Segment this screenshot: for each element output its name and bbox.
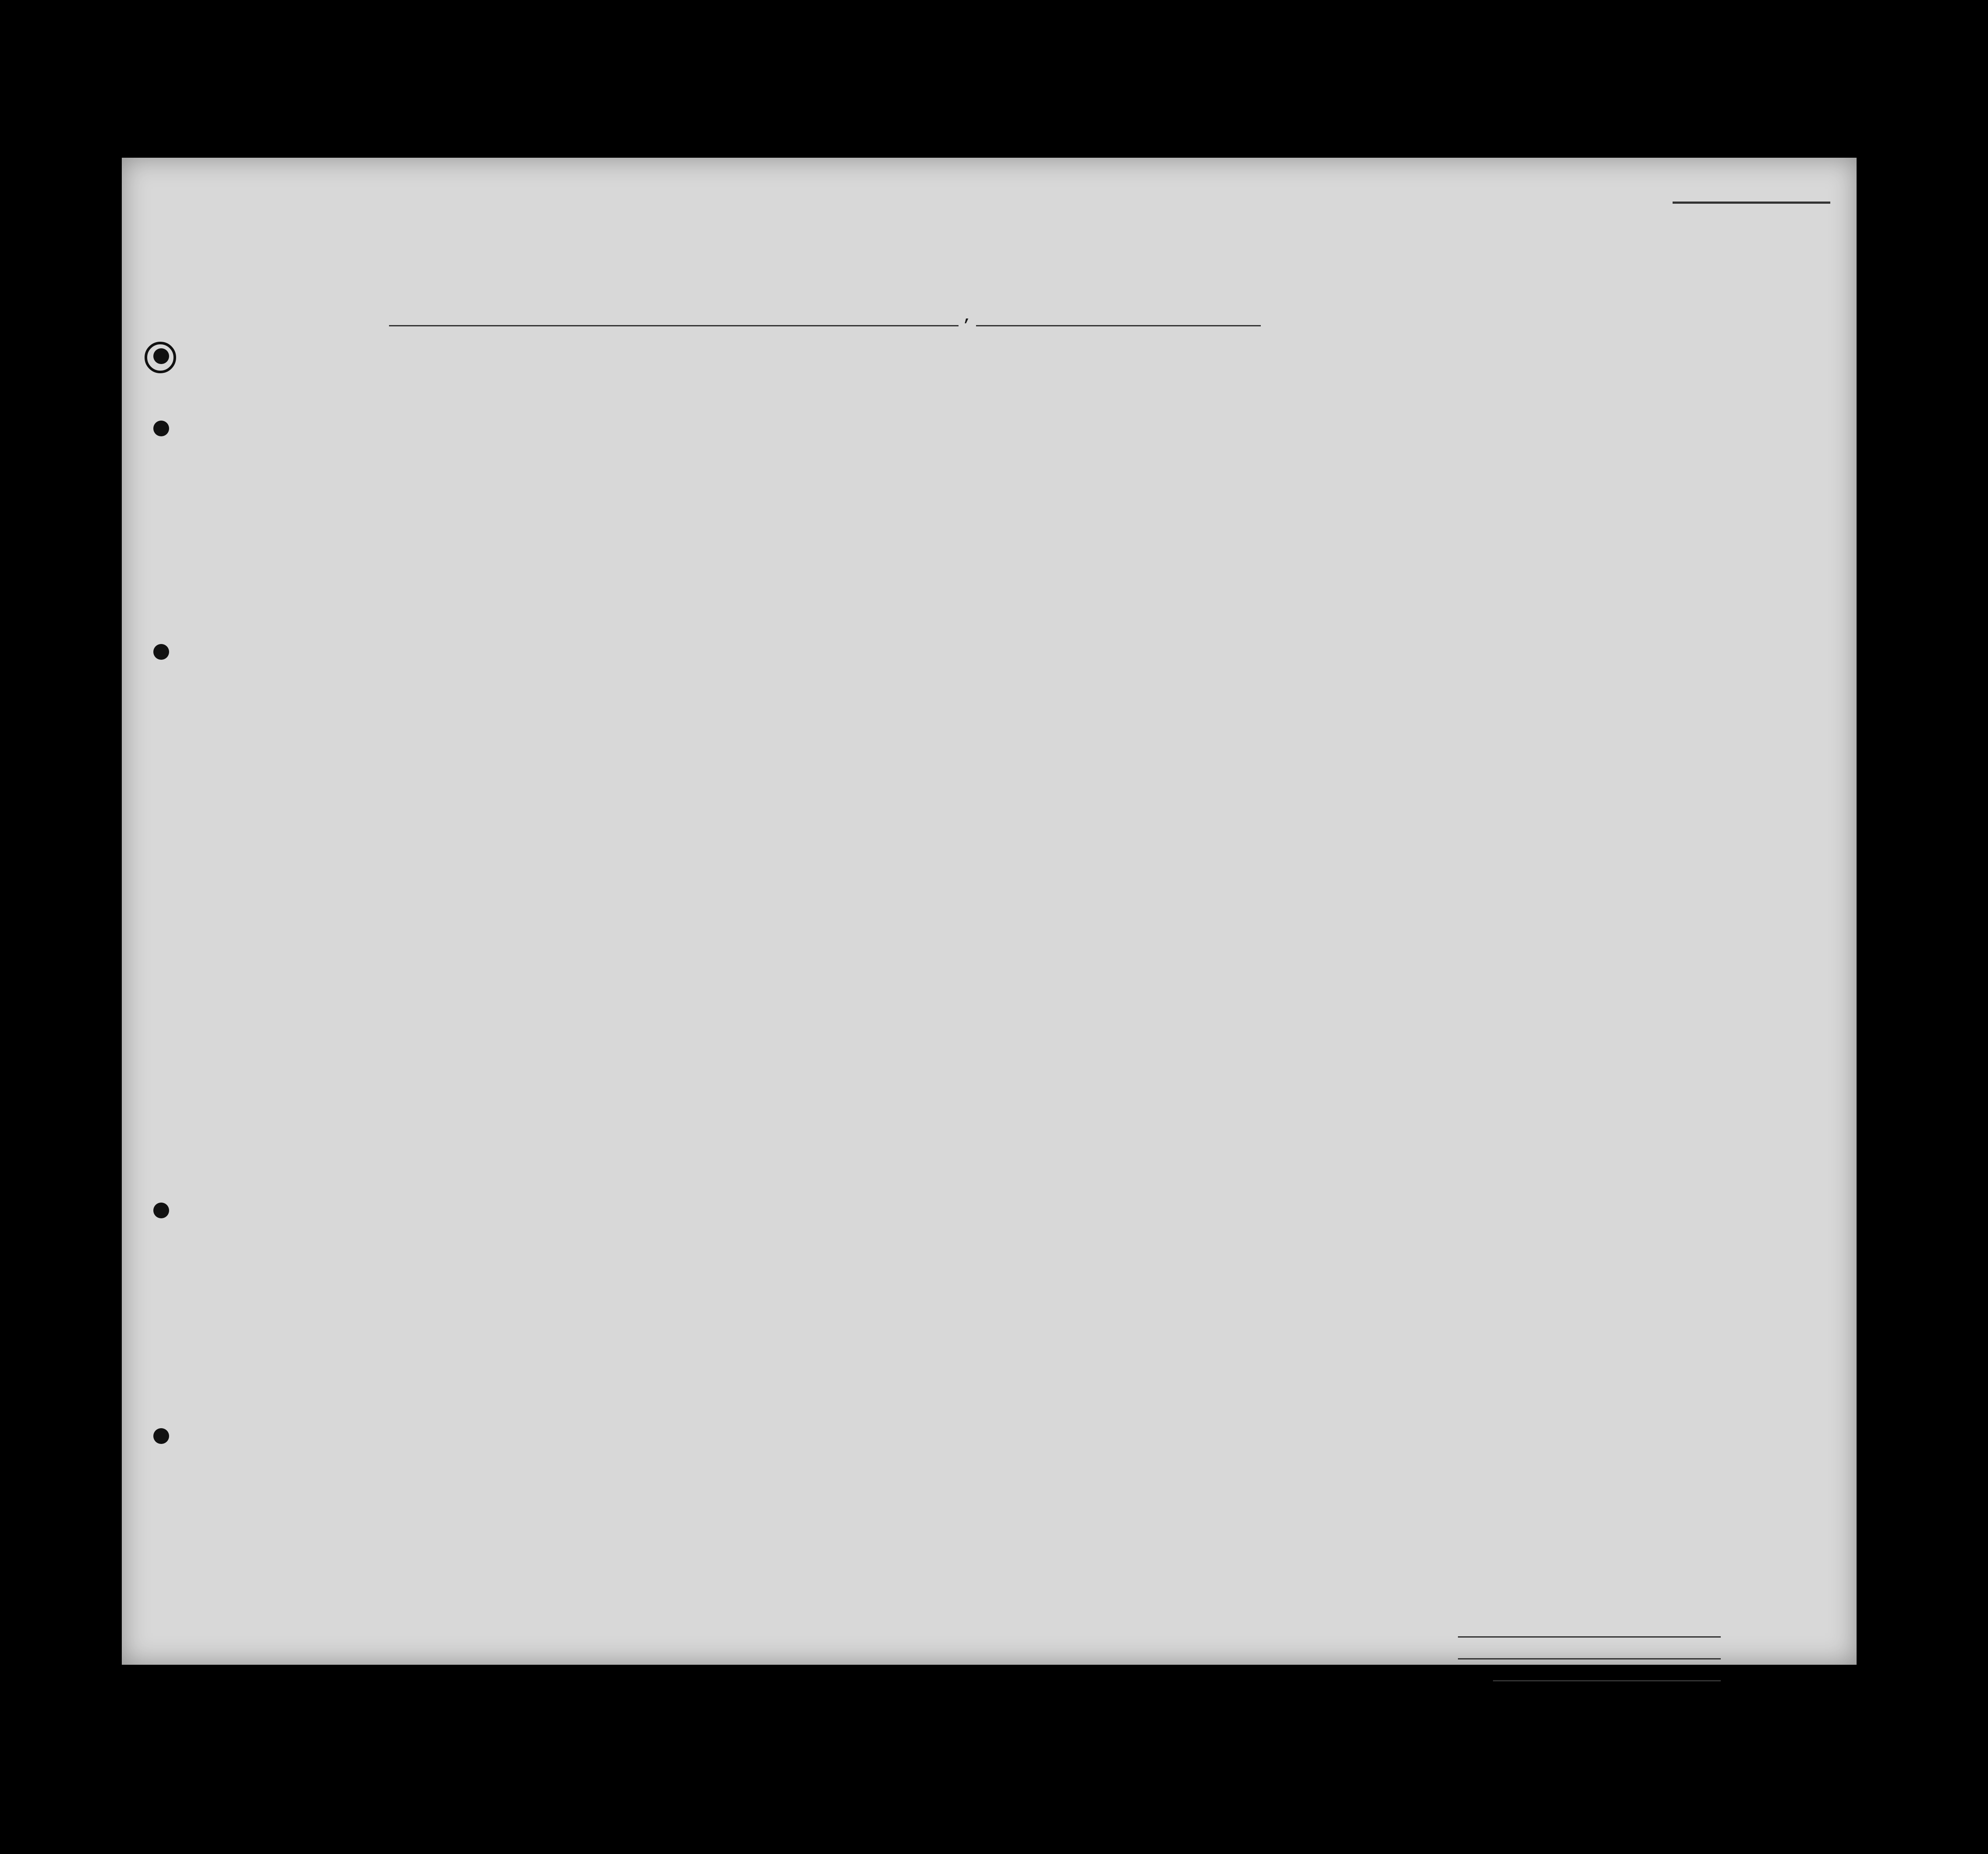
binder-hole	[153, 1428, 169, 1444]
binder-hole	[153, 421, 169, 436]
manifest-sheet	[122, 158, 1857, 1665]
owners-underline	[1458, 1658, 1721, 1659]
binder-hole	[153, 644, 169, 660]
binder-hole	[153, 1203, 169, 1218]
comma: ,	[963, 309, 972, 326]
table-grid	[122, 158, 1857, 1665]
line-underline	[1458, 1636, 1721, 1638]
agents-underline	[1493, 1680, 1721, 1681]
binder-ring	[145, 342, 176, 373]
